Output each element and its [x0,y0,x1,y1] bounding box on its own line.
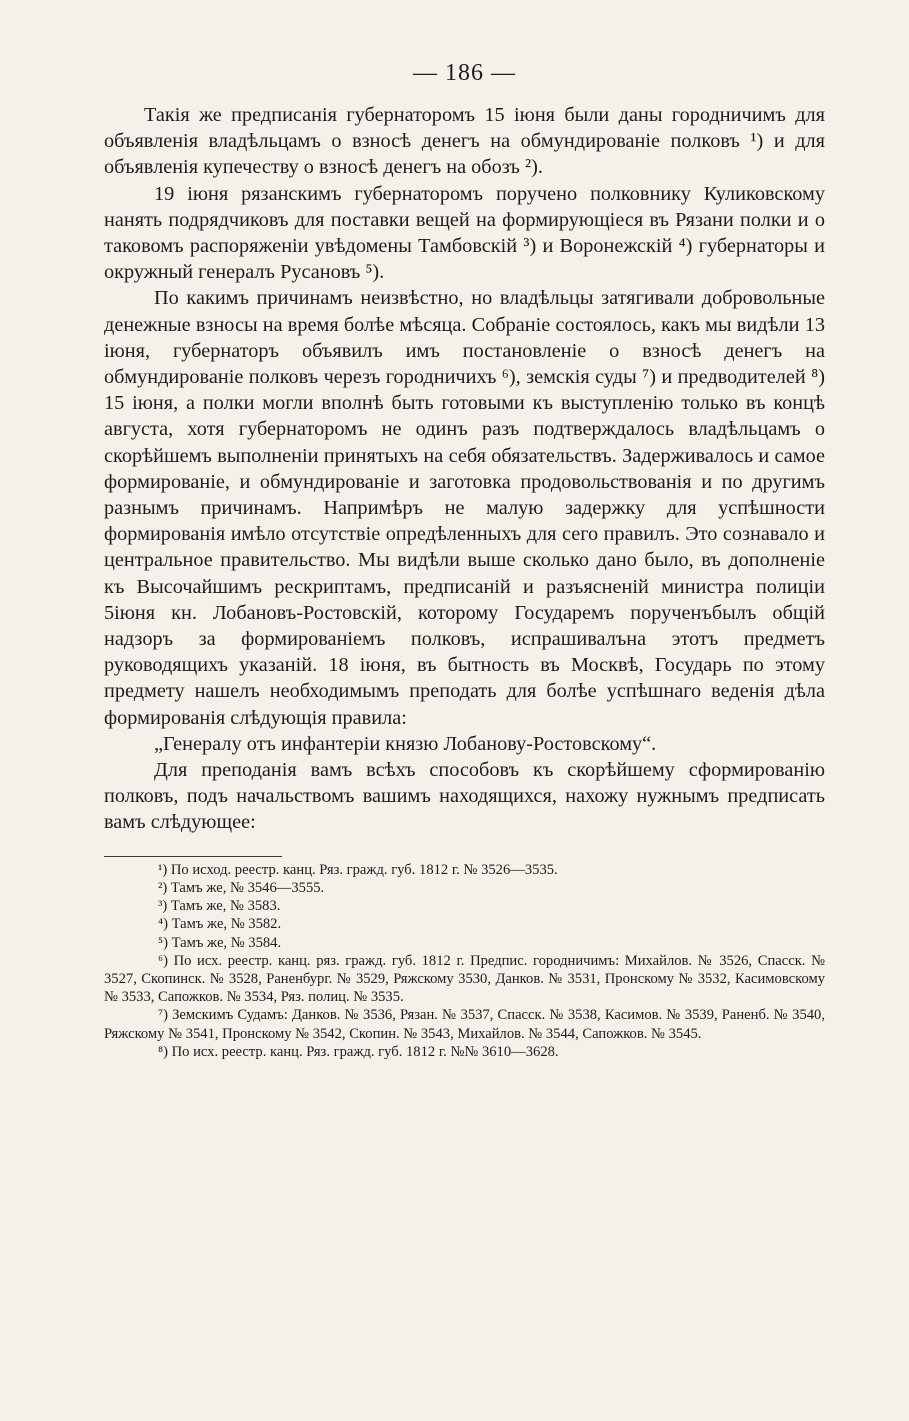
footnotes [104,856,825,1061]
paragraph: 19 іюня рязанскимъ губернаторомъ поручено полковнику Куликовскому нанять подрядчиковъ для поставки вещей на формирующіеся въ Рязани полки и о таковомъ распоряженіи увѣдомены Тамбовскій ³) и Воронежскій ⁴) губернаторы и окружный генералъ Русановъ ⁵). [104,182,825,284]
footnote: ⁷) Земскимъ Судамъ: Данков. № 3536, Рязан. № 3537, Спасск. № 3538, Касимов. № 3539, Раненб. № 3540, Ряжскому № 3541, Пронскому № 3542, Скопин. № 3543, Михайлов. № 3544, Сапожков. № 3545. [104,1007,825,1042]
footnote: ⁸) По исх. реестр. канц. Ряз. гражд. губ. 1812 г. №№ 3610—3628. [158,1043,559,1060]
page-number: — 186 — [413,60,516,86]
paragraph: Такія же предписанія губернаторомъ 15 іюня были даны городничимъ для объявленія владѣльцамъ о взносѣ денегъ на обмундированіе полковъ ¹) и для объявленія купечеству о взносѣ денегъ на обозъ ²). [104,104,825,179]
paragraph: Для преподанія вамъ всѣхъ способовъ къ скорѣйшему сформированію полковъ, подъ начальствомъ вашимъ находящихся, нахожу нужнымъ предписать вамъ слѣдующее: [104,759,825,834]
footnote-divider [104,856,282,857]
footnote: ⁴) Тамъ же, № 3582. [158,916,282,933]
paragraph: По какимъ причинамъ неизвѣстно, но владѣльцы затягивали добровольные денежные взносы на время болѣе мѣсяца. Собраніе состоялось, какъ мы видѣли 13 іюня, губернаторъ объявилъ имъ постановленіе о взносѣ денегъ на обмундированіе полковъ черезъ городничихъ ⁶), земскія суды ⁷) и предводителей ⁸) 15 іюня, а полки могли вполнѣ быть готовыми къ выступленію только въ концѣ августа, хотя губернаторомъ не одинъ разъ подтверждалось владѣльцамъ о скорѣйшемъ выполненіи принятыхъ на себя обязательствъ. Задерживалось и самое формированіе, и обмундированіе и заготовка продовольствованія и по другимъ разнымъ причинамъ. Напримѣръ не малую задержку для успѣшности формированія имѣло отсутствіе опредѣленныхъ для сего правилъ. Это сознавало и центральное правительство. Мы видѣли выше сколько дано было, въ дополненіе къ Высочайшимъ рескриптамъ, предписаній и разъясненій министра полиціи 5іюня кн. Лобановъ-Ростовскій, которому Государемъ порученъбылъ общій надзоръ за формированіемъ полковъ, испрашивалъна этотъ предметъ руководящихъ указаній. 18 іюня, въ бытность въ Москвѣ, Государь по этому предмету нашелъ необходимымъ преподать для болѣе успѣшнаго веденія дѣла формированія слѣдующія правила: [104,287,825,729]
paragraph: „Генералу отъ инфантеріи князю Лобанову-Ростовскому“. [154,732,657,755]
footnote: ²) Тамъ же, № 3546—3555. [158,879,325,896]
footnote: ¹) По исход. реестр. канц. Ряз. гражд. губ. 1812 г. № 3526—3535. [158,861,558,878]
footnote: ⁵) Тамъ же, № 3584. [158,934,282,951]
footnote: ³) Тамъ же, № 3583. [158,898,281,915]
footnote: ⁶) По исх. реестр. канц. ряз. гражд. губ. 1812 г. Предпис. городничимъ: Михайлов. № 3526, Спасск. № 3527, Скопинск. № 3528, Раненбург. № 3529, Ряжскому 3530, Данков. № 3531, Пронскому № 3532, Касимовскому № 3533, Сапожков. № 3534, Ряз. полиц. № 3535. [104,952,825,1006]
main-text [104,102,825,836]
